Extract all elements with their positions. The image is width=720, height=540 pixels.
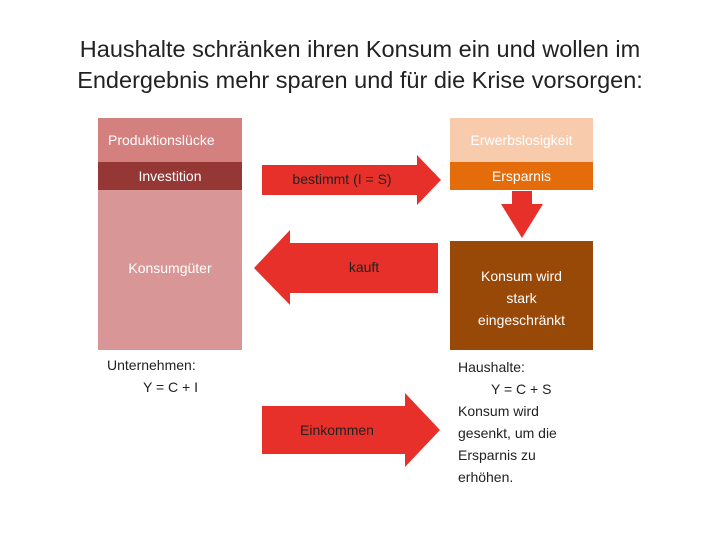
unternehmen-block	[107, 354, 247, 398]
konsum-line-1: Konsum wird	[481, 267, 562, 284]
bestimmt-label: bestimmt (I = S)	[292, 171, 392, 187]
unternehmen-formula: Y = C + I	[143, 379, 198, 395]
haushalte-text-1: Konsum wird	[458, 403, 539, 419]
haushalte-text-3: Ersparnis zu	[458, 447, 536, 463]
haushalte-text-2: gesenkt, um die	[458, 425, 557, 441]
title-line-2: Endergebnis mehr sparen und für die Krise vorsorgen:	[77, 67, 643, 93]
konsumgueter-label: Konsumgüter	[128, 260, 212, 276]
erwerbslosigkeit-label: Erwerbslosigkeit	[470, 132, 573, 148]
down-arrow	[501, 191, 543, 238]
haushalte-label: Haushalte:	[458, 359, 525, 375]
produktionsluecke-label: Produktionslücke	[108, 132, 215, 148]
unternehmen-label: Unternehmen:	[107, 357, 196, 373]
konsum-line-2: stark	[506, 289, 537, 306]
title-line-1: Haushalte schränken ihren Konsum ein und wollen im	[79, 36, 641, 62]
ersparnis-label: Ersparnis	[491, 168, 552, 184]
kauft-label: kauft	[348, 259, 380, 275]
haushalte-formula: Y = C + S	[491, 381, 552, 397]
investition-label: Investition	[138, 168, 202, 184]
haushalte-text-4: erhöhen.	[458, 469, 514, 485]
konsum-line-3: eingeschränkt	[477, 311, 566, 328]
einkommen-label: Einkommen	[300, 422, 374, 438]
haushalte-block	[458, 356, 618, 488]
